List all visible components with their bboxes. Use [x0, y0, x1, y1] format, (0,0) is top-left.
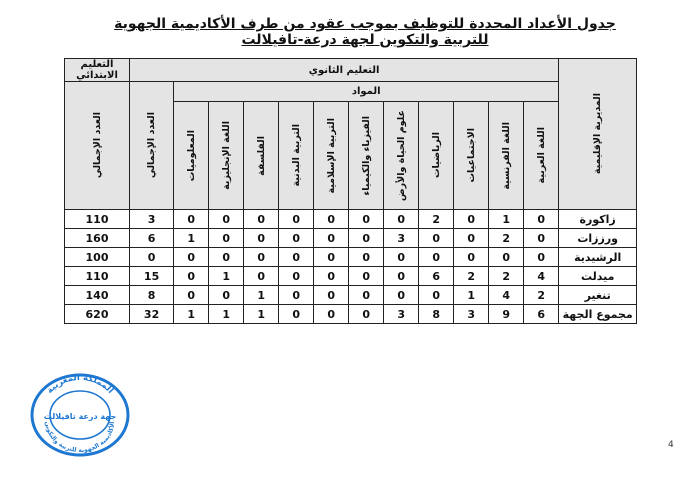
subject-count-cell: 0	[279, 210, 314, 229]
subject-count-cell: 0	[349, 229, 384, 248]
secondary-total-cell: 8	[130, 286, 174, 305]
subject-count-cell: 0	[209, 229, 244, 248]
subject-count-cell: 0	[349, 286, 384, 305]
subject-count-cell: 0	[244, 248, 279, 267]
subject-count-cell: 1	[174, 229, 209, 248]
primary-total-cell: 620	[65, 305, 130, 324]
recruitment-table	[64, 58, 637, 324]
table-row	[65, 248, 637, 267]
subject-count-cell: 0	[174, 286, 209, 305]
header-row-2	[65, 82, 637, 102]
subject-count-cell: 0	[454, 229, 489, 248]
primary-total-cell: 110	[65, 210, 130, 229]
secondary-total-header: العدد الإجمالي	[130, 82, 174, 210]
subject-count-cell: 6	[524, 305, 559, 324]
subject-count-cell: 3	[454, 305, 489, 324]
subject-count-cell: 2	[489, 229, 524, 248]
subject-count-cell: 0	[349, 210, 384, 229]
secondary-total-cell: 32	[130, 305, 174, 324]
primary-total-cell: 140	[65, 286, 130, 305]
subject-count-cell: 0	[314, 286, 349, 305]
table-body	[65, 210, 637, 324]
subject-count-cell: 0	[349, 248, 384, 267]
subject-count-cell: 0	[279, 267, 314, 286]
subject-count-cell: 0	[314, 210, 349, 229]
table-row	[65, 210, 637, 229]
table-row	[65, 305, 637, 324]
subject-count-cell: 9	[489, 305, 524, 324]
subject-count-cell: 0	[419, 229, 454, 248]
stamp-text-mid: الأكاديمية الجهوية للتربية والتكوين	[43, 421, 117, 455]
header-row-1	[65, 59, 637, 82]
subject-count-cell: 2	[419, 210, 454, 229]
subject-count-cell: 1	[244, 286, 279, 305]
subject-count-cell: 1	[209, 267, 244, 286]
subject-count-cell: 0	[174, 248, 209, 267]
subject-count-cell: 0	[279, 248, 314, 267]
subject-header: الاجتماعيات	[454, 102, 489, 210]
table-row	[65, 286, 637, 305]
subject-count-cell: 0	[384, 248, 419, 267]
official-stamp	[28, 370, 132, 458]
subject-count-cell: 0	[419, 286, 454, 305]
subject-count-cell: 3	[384, 229, 419, 248]
subject-count-cell: 1	[454, 286, 489, 305]
subject-count-cell: 0	[489, 248, 524, 267]
subject-header: علوم الحياة والأرض	[384, 102, 419, 210]
subject-header: الرياضيات	[419, 102, 454, 210]
subject-count-cell: 6	[419, 267, 454, 286]
subjects-group-header: المواد	[174, 82, 559, 102]
subject-count-cell: 0	[524, 248, 559, 267]
directorate-name: مجموع الجهة	[559, 305, 637, 324]
subject-count-cell: 0	[209, 286, 244, 305]
secondary-total-cell: 0	[130, 248, 174, 267]
subject-count-cell: 0	[384, 286, 419, 305]
subject-count-cell: 0	[314, 267, 349, 286]
subject-header: المعلوميات	[174, 102, 209, 210]
subject-header: اللغة العربية	[524, 102, 559, 210]
directorate-name: ميدلت	[559, 267, 637, 286]
subject-header: التربية البدنية	[279, 102, 314, 210]
secondary-total-cell: 3	[130, 210, 174, 229]
subject-count-cell: 0	[454, 210, 489, 229]
directorate-name: تنغير	[559, 286, 637, 305]
subject-count-cell: 0	[209, 248, 244, 267]
subject-count-cell: 2	[524, 286, 559, 305]
page-number: 4	[668, 440, 674, 450]
subject-count-cell: 8	[419, 305, 454, 324]
subject-count-cell: 0	[244, 229, 279, 248]
subject-count-cell: 0	[279, 286, 314, 305]
primary-total-cell: 160	[65, 229, 130, 248]
subject-count-cell: 0	[244, 210, 279, 229]
subject-header: الفيزياء والكيمياء	[349, 102, 384, 210]
subject-count-cell: 2	[454, 267, 489, 286]
stamp-text-top: المملكة المغربية	[44, 372, 116, 396]
primary-header: التعليم الابتدائي	[65, 59, 130, 82]
subject-header: اللغة الفرنسية	[489, 102, 524, 210]
subject-count-cell: 0	[349, 267, 384, 286]
secondary-total-cell: 15	[130, 267, 174, 286]
subject-count-cell: 1	[174, 305, 209, 324]
subject-count-cell: 0	[174, 210, 209, 229]
page-title: جدول الأعداد المحددة للتوظيف بموجب عقود من طرف الأكاديمية الجهوية للتربية والتكوين لجهة درعة-تافيلالت	[114, 16, 616, 48]
primary-total-cell: 110	[65, 267, 130, 286]
subject-count-cell: 1	[244, 305, 279, 324]
table-row	[65, 229, 637, 248]
subject-header: التربية الإسلامية	[314, 102, 349, 210]
subject-count-cell: 0	[384, 210, 419, 229]
subject-count-cell: 0	[384, 267, 419, 286]
subject-count-cell: 0	[279, 229, 314, 248]
subject-count-cell: 0	[314, 229, 349, 248]
subject-count-cell: 2	[489, 267, 524, 286]
secondary-header: التعليم الثانوي	[130, 59, 559, 82]
stamp-text-center: جهة درعة تافيلالت	[43, 412, 117, 421]
subject-count-cell: 0	[209, 210, 244, 229]
subject-count-cell: 0	[454, 248, 489, 267]
directorate-header: المديرية الإقليمية	[559, 59, 637, 210]
table-row	[65, 267, 637, 286]
subject-count-cell: 0	[314, 305, 349, 324]
directorate-name: الرشيدية	[559, 248, 637, 267]
primary-total-header: العدد الإجمالي	[65, 82, 130, 210]
subject-count-cell: 0	[524, 229, 559, 248]
subject-count-cell: 0	[314, 248, 349, 267]
subject-count-cell: 1	[209, 305, 244, 324]
subject-count-cell: 0	[244, 267, 279, 286]
subject-count-cell: 0	[279, 305, 314, 324]
subject-count-cell: 0	[524, 210, 559, 229]
subject-count-cell: 4	[524, 267, 559, 286]
directorate-name: ورززات	[559, 229, 637, 248]
directorate-name: زاكورة	[559, 210, 637, 229]
subject-count-cell: 4	[489, 286, 524, 305]
subject-count-cell: 1	[489, 210, 524, 229]
subject-count-cell: 0	[174, 267, 209, 286]
subject-header: الفلسفة	[244, 102, 279, 210]
subject-count-cell: 0	[419, 248, 454, 267]
subject-header: اللغة الإنجليزية	[209, 102, 244, 210]
secondary-total-cell: 6	[130, 229, 174, 248]
subject-count-cell: 3	[384, 305, 419, 324]
primary-total-cell: 100	[65, 248, 130, 267]
subject-count-cell: 0	[349, 305, 384, 324]
